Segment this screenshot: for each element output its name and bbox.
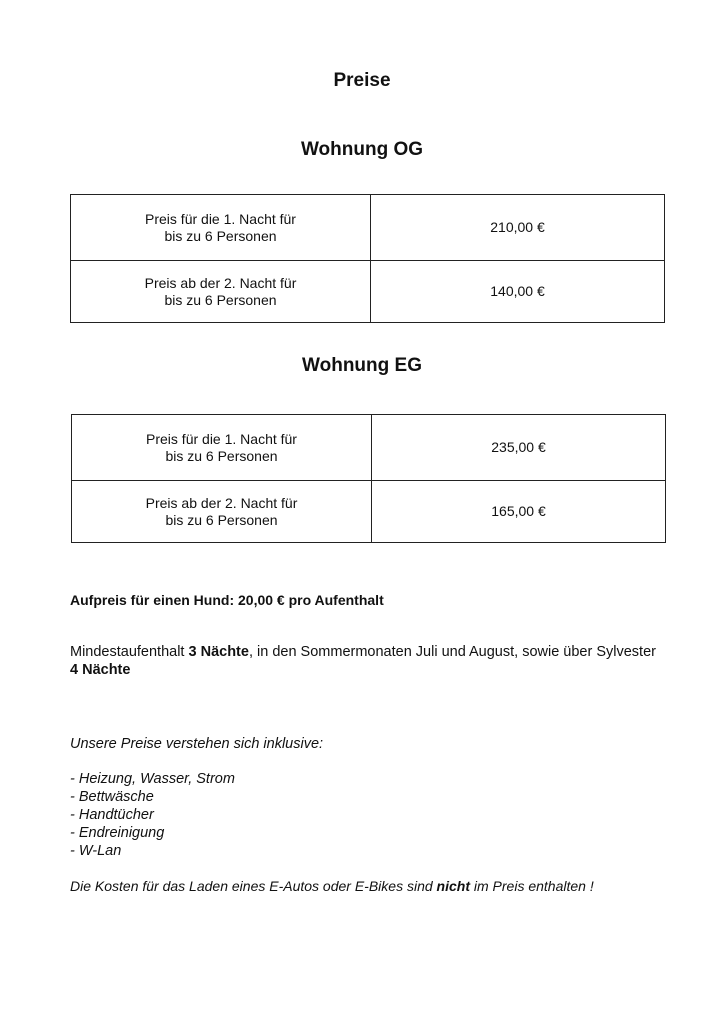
list-item: - W-Lan bbox=[70, 843, 122, 859]
price-table-og bbox=[70, 194, 665, 323]
list-item: - Handtücher bbox=[70, 807, 154, 823]
price-description: Preis für die 1. Nacht für bis zu 6 Personen bbox=[71, 195, 371, 261]
table-row bbox=[71, 195, 665, 261]
list-item: - Heizung, Wasser, Strom bbox=[70, 771, 235, 787]
list-item: - Endreinigung bbox=[70, 825, 165, 841]
price-value: 210,00 € bbox=[371, 195, 665, 261]
inclusive-list bbox=[70, 770, 235, 860]
list-item: - Bettwäsche bbox=[70, 789, 154, 805]
price-description: Preis für die 1. Nacht für bis zu 6 Personen bbox=[72, 415, 372, 481]
table-row bbox=[71, 261, 665, 323]
price-value: 165,00 € bbox=[372, 481, 666, 543]
minimum-stay: Mindestaufenthalt 3 Nächte, in den Sommermonaten Juli und August, sowie über Sylvester 4 Nächte bbox=[70, 644, 656, 678]
section-title-eg: Wohnung EG bbox=[302, 355, 422, 376]
price-value: 235,00 € bbox=[372, 415, 666, 481]
price-value: 140,00 € bbox=[371, 261, 665, 323]
page-title: Preise bbox=[333, 70, 391, 91]
charging-note: Die Kosten für das Laden eines E-Autos oder E-Bikes sind nicht im Preis enthalten ! bbox=[70, 878, 594, 894]
dog-surcharge: Aufpreis für einen Hund: 20,00 € pro Aufenthalt bbox=[70, 592, 384, 608]
price-description: Preis ab der 2. Nacht für bis zu 6 Personen bbox=[71, 261, 371, 323]
section-title-og: Wohnung OG bbox=[300, 139, 424, 160]
price-description: Preis ab der 2. Nacht für bis zu 6 Personen bbox=[72, 481, 372, 543]
table-row bbox=[72, 415, 666, 481]
inclusive-heading: Unsere Preise verstehen sich inklusive: bbox=[70, 736, 324, 752]
table-row bbox=[72, 481, 666, 543]
price-table-eg bbox=[71, 414, 666, 543]
